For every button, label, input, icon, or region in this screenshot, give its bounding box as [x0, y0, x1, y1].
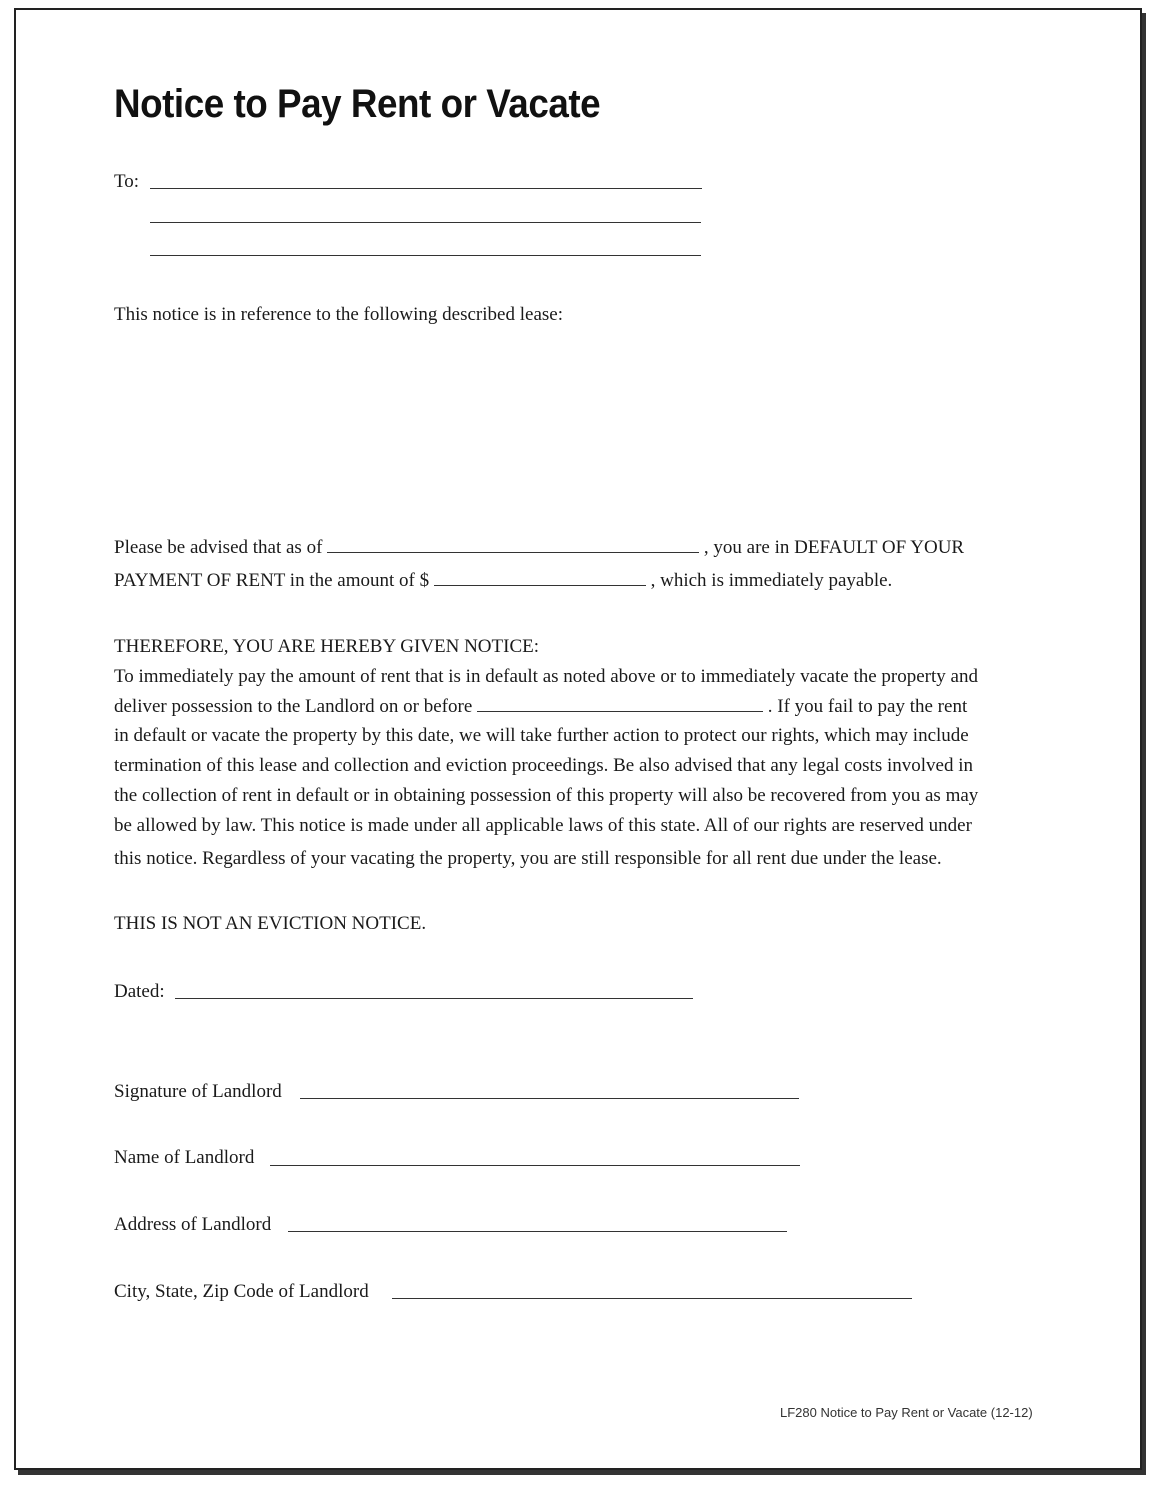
advised-text-4: , which is immediately payable. [650, 570, 893, 591]
notice-body-text-2a: deliver possession to the Landlord on or before [114, 696, 473, 717]
to-label: To: [114, 171, 140, 192]
signature-field[interactable] [300, 1098, 799, 1099]
city-state-zip-field[interactable] [392, 1298, 912, 1299]
therefore-heading: THEREFORE, YOU ARE HEREBY GIVEN NOTICE: [114, 636, 540, 657]
notice-body-line-1: To immediately pay the amount of rent that is in default as noted above or to immediately vacate the property and [114, 666, 978, 687]
advised-line-1 [114, 538, 964, 557]
notice-body-text-2b: . If you fail to pay the rent [767, 696, 968, 717]
notice-body-line-7: this notice. Regardless of your vacating the property, you are still responsible for all rent due under the lease. [114, 848, 942, 869]
rent-amount-field[interactable] [434, 571, 646, 586]
signature-label: Signature of Landlord [114, 1081, 282, 1102]
advised-text-1: Please be advised that as of [114, 537, 323, 558]
notice-body-line-2 [114, 697, 967, 716]
vacate-date-field[interactable] [477, 697, 763, 712]
dated-field[interactable] [175, 998, 693, 999]
dated-label: Dated: [114, 981, 165, 1002]
name-field[interactable] [270, 1165, 800, 1166]
advised-text-3: PAYMENT OF RENT in the amount of $ [114, 570, 430, 591]
advised-line-2 [114, 571, 892, 590]
form-title: Notice to Pay Rent or Vacate [114, 82, 601, 126]
to-line-2[interactable] [150, 222, 701, 223]
lease-reference-text: This notice is in reference to the following described lease: [114, 304, 563, 325]
to-line-1[interactable] [150, 188, 702, 189]
notice-body-line-3: in default or vacate the property by this date, we will take further action to protect our rights, which may include [114, 725, 969, 746]
address-field[interactable] [288, 1231, 787, 1232]
notice-body-line-5: the collection of rent in default or in obtaining possession of this property will also be recovered from you as may [114, 785, 979, 806]
default-date-field[interactable] [327, 538, 699, 553]
advised-text-2: , you are in DEFAULT OF YOUR [703, 537, 965, 558]
city-state-zip-label: City, State, Zip Code of Landlord [114, 1281, 369, 1302]
address-label: Address of Landlord [114, 1214, 272, 1235]
not-eviction-notice: THIS IS NOT AN EVICTION NOTICE. [114, 913, 427, 934]
form-page [14, 8, 1142, 1470]
notice-body-line-6: be allowed by law. This notice is made under all applicable laws of this state. All of our rights are reserved under [114, 815, 972, 836]
to-line-3[interactable] [150, 255, 701, 256]
form-footer-code: LF280 Notice to Pay Rent or Vacate (12-12) [780, 1405, 1033, 1420]
notice-body-line-4: termination of this lease and collection and eviction proceedings. Be also advised that any legal costs involved in [114, 755, 973, 776]
name-label: Name of Landlord [114, 1147, 255, 1168]
